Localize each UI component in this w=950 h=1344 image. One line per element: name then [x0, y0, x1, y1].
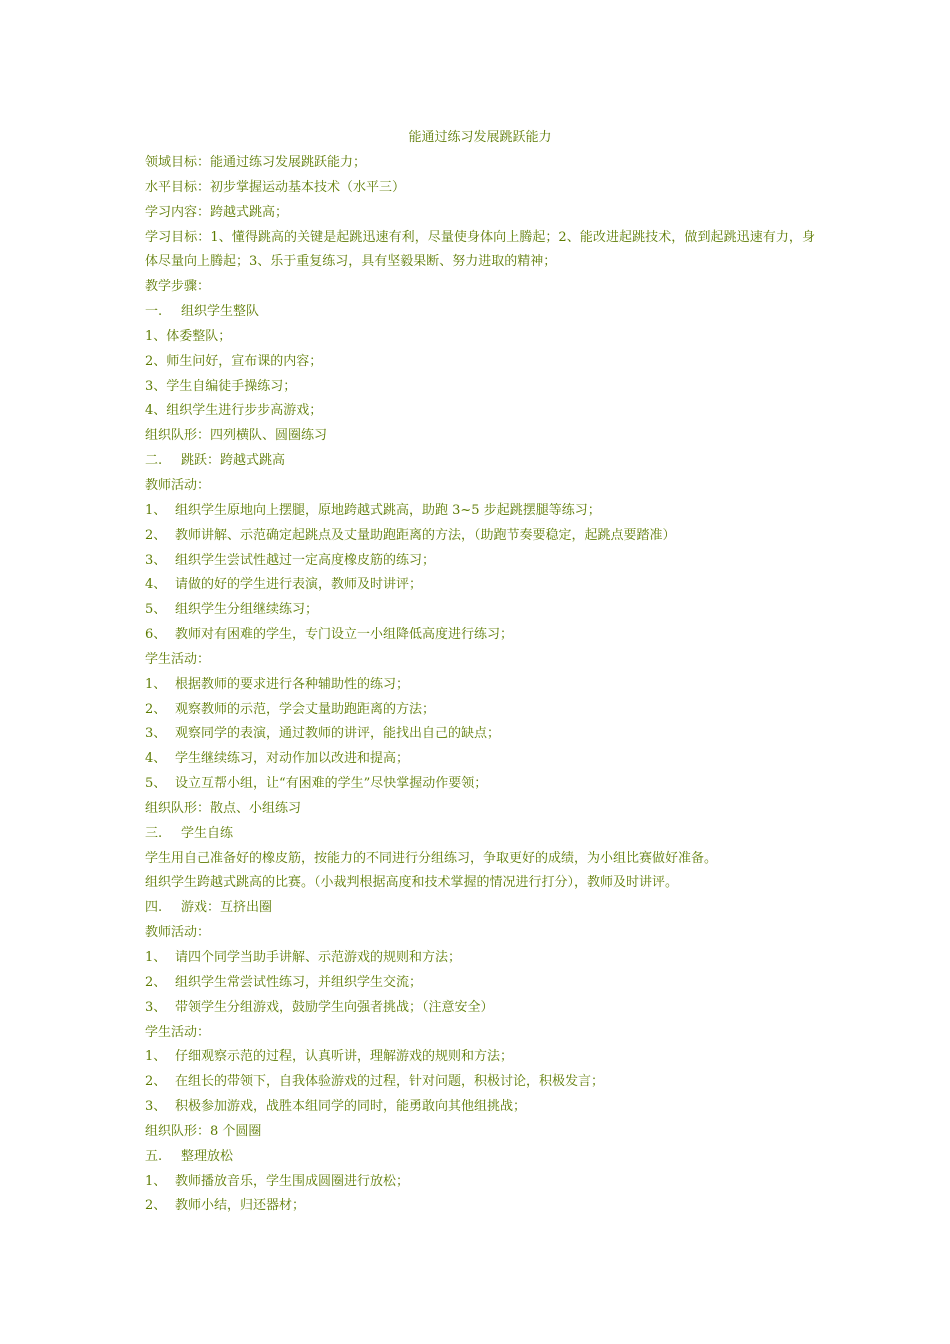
item-text: 请做的好的学生进行表演，教师及时讲评； — [175, 577, 423, 593]
list-item: 1、体委整队； — [145, 328, 232, 344]
item-text: 带领学生分组游戏，鼓励学生向强者挑战；（注意安全） — [175, 999, 494, 1015]
section-number: 一. — [145, 304, 163, 320]
item-text: 请四个同学当助手讲解、示范游戏的规则和方法； — [175, 950, 462, 965]
section-number: 三. — [145, 825, 163, 841]
item-number: 3、 — [145, 726, 167, 742]
item-number: 3、 — [145, 999, 167, 1015]
section-title: 学生自练 — [181, 825, 234, 841]
list-item — [145, 673, 815, 698]
list-item — [145, 996, 815, 1021]
item-text: 教师小结，归还器材； — [175, 1198, 306, 1214]
section-3-heading — [145, 822, 815, 847]
section-1-heading — [145, 300, 815, 325]
list-item — [145, 1170, 815, 1195]
steps-label: 教学步骤： — [145, 279, 211, 295]
list-item — [145, 1045, 815, 1070]
teacher-activity-label: 教师活动： — [145, 477, 211, 493]
learning-content: 学习内容：跨越式跳高； — [145, 204, 289, 220]
list-item — [145, 1070, 815, 1095]
paragraph: 组织学生跨越式跳高的比赛。（小裁判根据高度和技术掌握的情况进行打分），教师及时讲评。 — [145, 875, 679, 891]
student-activity-label: 学生活动： — [145, 1024, 211, 1040]
item-number: 5、 — [145, 776, 167, 792]
student-activity-label: 学生活动： — [145, 651, 211, 667]
list-item — [145, 1095, 815, 1120]
item-text: 观察同学的表演，通过教师的讲评，能找出自己的缺点； — [175, 726, 501, 742]
item-text: 教师播放音乐，学生围成圆圈进行放松； — [175, 1173, 410, 1189]
item-text: 教师讲解、示范确定起跳点及丈量助跑距离的方法，（助跑节奏要稳定，起跳点要踏准） — [175, 527, 676, 543]
section-number: 五. — [145, 1148, 163, 1164]
section-title: 组织学生整队 — [181, 304, 260, 320]
item-number: 5、 — [145, 602, 167, 618]
section-number: 四. — [145, 900, 163, 916]
formation-text: 组织队形：散点、小组练习 — [145, 800, 302, 816]
item-number: 2、 — [145, 1198, 167, 1214]
level-goal: 水平目标：初步掌握运动基本技术（水平三） — [145, 179, 406, 195]
item-text: 学生继续练习，对动作加以改进和提高； — [175, 751, 410, 767]
item-text: 在组长的带领下，自我体验游戏的过程，针对问题，积极讨论，积极发言； — [175, 1074, 605, 1090]
list-item — [145, 772, 815, 797]
item-text: 教师对有困难的学生，专门设立一小组降低高度进行练习； — [175, 627, 514, 643]
list-item — [145, 623, 815, 648]
item-text: 观察教师的示范，学会丈量助跑距离的方法； — [175, 701, 436, 717]
list-item: 3、学生自编徒手操练习； — [145, 378, 297, 394]
domain-goal: 领域目标：能通过练习发展跳跃能力； — [145, 155, 367, 170]
item-number: 2、 — [145, 1074, 167, 1090]
document-page — [145, 127, 815, 1219]
section-4-heading — [145, 896, 815, 921]
item-text: 组织学生常尝试性练习，并组织学生交流； — [175, 974, 423, 990]
section-number: 二. — [145, 453, 163, 469]
formation-text: 组织队形：8 个圆圈 — [145, 1123, 262, 1139]
item-number: 2、 — [145, 974, 167, 990]
item-text: 根据教师的要求进行各种辅助性的练习； — [175, 676, 410, 692]
teacher-activity-label: 教师活动： — [145, 925, 211, 941]
list-item — [145, 946, 815, 971]
section-title: 跳跃：跨越式跳高 — [181, 453, 286, 469]
formation-text: 组织队形：四列横队、圆圈练习 — [145, 428, 328, 444]
list-item — [145, 971, 815, 996]
list-item: 2、师生问好，宣布课的内容； — [145, 353, 323, 369]
list-item — [145, 722, 815, 747]
item-number: 1、 — [145, 676, 167, 692]
item-number: 3、 — [145, 1099, 167, 1115]
list-item — [145, 549, 815, 574]
item-text: 设立互帮小组，让“有困难的学生”尽快掌握动作要领； — [175, 776, 488, 792]
section-5-heading — [145, 1145, 815, 1170]
list-item — [145, 1194, 815, 1219]
list-item — [145, 698, 815, 723]
list-item — [145, 524, 815, 549]
list-item — [145, 573, 815, 598]
item-number: 2、 — [145, 527, 167, 543]
item-text: 仔细观察示范的过程，认真听讲，理解游戏的规则和方法； — [175, 1049, 514, 1065]
item-number: 3、 — [145, 552, 167, 568]
section-title: 整理放松 — [181, 1148, 234, 1164]
item-number: 1、 — [145, 1173, 167, 1189]
paragraph: 学生用自己准备好的橡皮筋，按能力的不同进行分组练习，争取更好的成绩，为小组比赛做好准备。 — [145, 850, 718, 866]
list-item — [145, 747, 815, 772]
item-number: 4、 — [145, 577, 167, 593]
item-text: 组织学生原地向上摆腿，原地跨越式跳高，助跑 3~5 步起跳摆腿等练习； — [175, 502, 601, 518]
item-number: 1、 — [145, 502, 167, 518]
section-2-heading — [145, 449, 815, 474]
item-number: 2、 — [145, 701, 167, 717]
list-item — [145, 499, 815, 524]
document-title: 能通过练习发展跳跃能力 — [408, 130, 552, 145]
item-text: 组织学生尝试性越过一定高度橡皮筋的练习； — [175, 552, 436, 568]
item-number: 1、 — [145, 950, 167, 965]
item-text: 积极参加游戏，战胜本组同学的同时，能勇敢向其他组挑战； — [175, 1099, 527, 1115]
item-text: 组织学生分组继续练习； — [175, 602, 319, 618]
list-item — [145, 598, 815, 623]
learning-goal: 学习目标：1、懂得跳高的关键是起跳迅速有利，尽量使身体向上腾起；2、能改进起跳技术，做到起跳迅速有力，身体尽量向上腾起；3、乐于重复练习，具有坚毅果断、努力进取的精神； — [145, 229, 815, 270]
list-item: 4、组织学生进行步步高游戏； — [145, 403, 323, 419]
item-number: 4、 — [145, 751, 167, 767]
item-number: 6、 — [145, 627, 167, 643]
item-number: 1、 — [145, 1049, 167, 1065]
section-title: 游戏：互挤出圈 — [181, 900, 273, 916]
